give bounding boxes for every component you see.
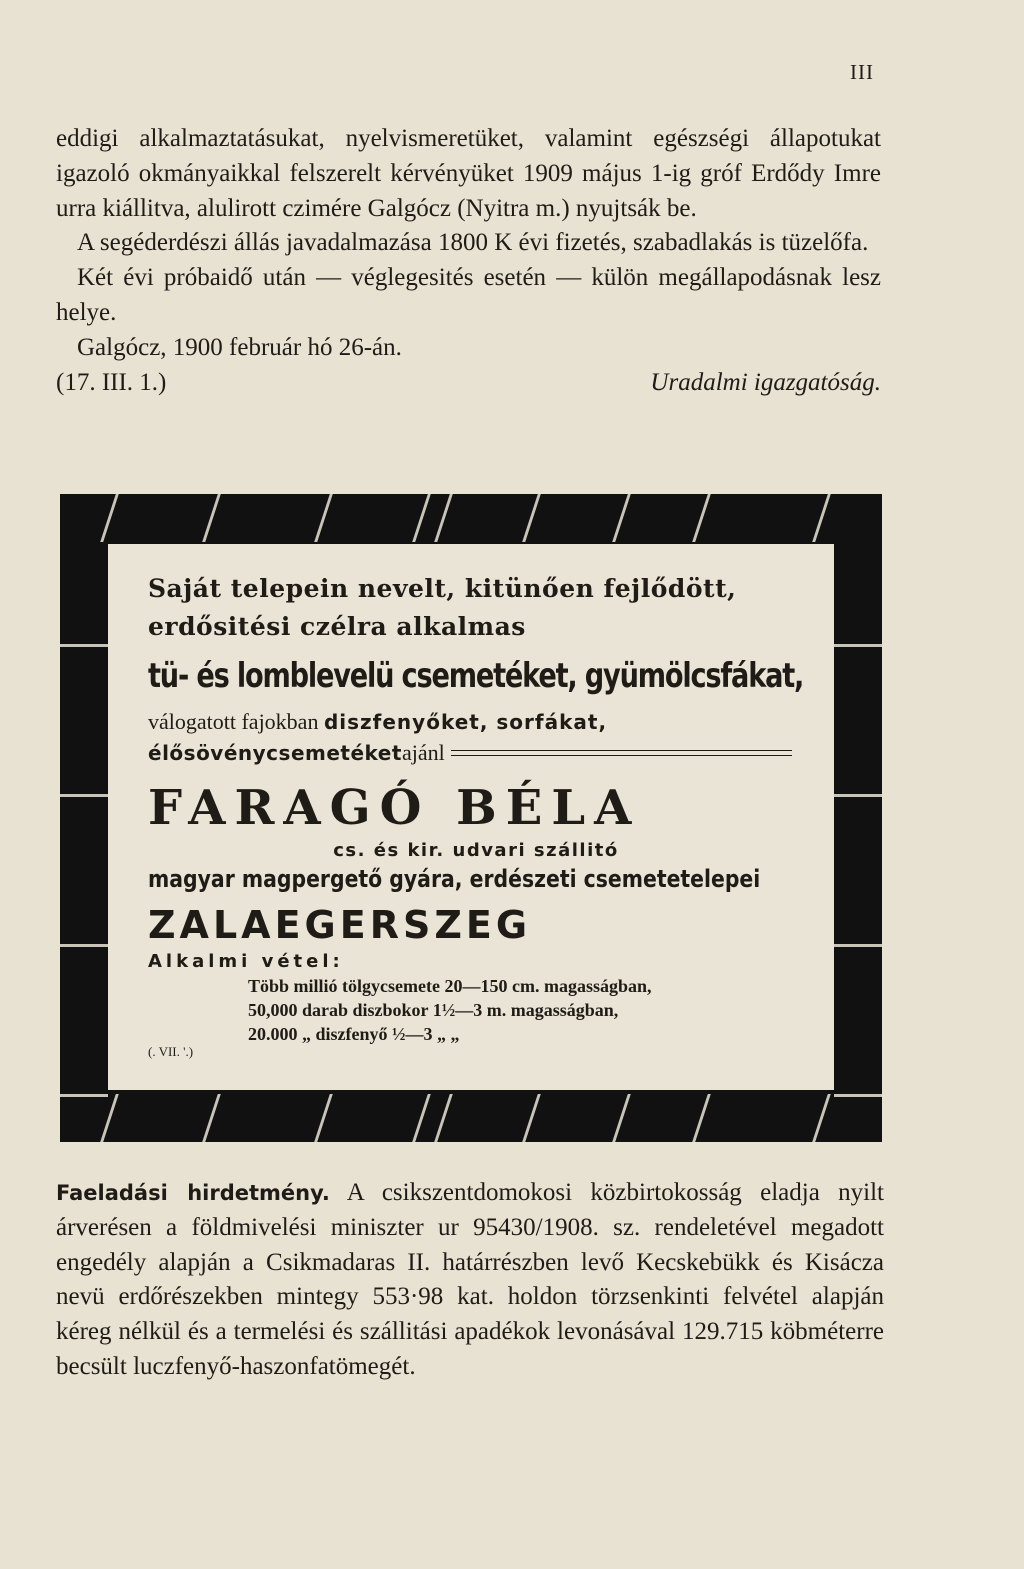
border-stripe — [834, 794, 882, 797]
border-stripe — [434, 1094, 453, 1142]
ad-line — [148, 738, 804, 768]
ad-owner-name: FARAGÓ BÉLA — [148, 780, 641, 836]
ad-offer-list — [248, 974, 804, 1046]
border-stripe — [412, 1094, 431, 1142]
paragraph — [56, 1176, 884, 1385]
ad-text: válogatott fajokban — [148, 709, 324, 734]
border-stripe — [522, 1094, 541, 1142]
border-stripe — [60, 644, 108, 647]
list-item: 50,000 darab diszbokor 1½—3 m. magasságban, — [248, 1000, 619, 1020]
ad-owner-title: cs. és kir. udvari szállitó — [333, 840, 619, 861]
border-stripe — [834, 644, 882, 647]
border-stripe — [812, 1094, 831, 1142]
paragraph: A segéderdészi állás javadalmazása 1800 K évi fizetés, szabadlakás is tüzelőfa. — [77, 229, 869, 257]
ad-text-bold: élősövénycsemetéket — [148, 741, 402, 765]
ad-text: ajánl — [401, 740, 445, 765]
ad-code: (. VII. '.) — [148, 1044, 194, 1059]
border-stripe — [60, 944, 108, 947]
double-rule — [451, 750, 792, 756]
border-stripe — [834, 944, 882, 947]
advertisement — [60, 494, 882, 1142]
sale-notice — [56, 1176, 884, 1385]
place-date: Galgócz, 1900 február hó 26-án. — [77, 333, 402, 361]
ad-offer-heading: Alkalmi vétel: — [148, 951, 344, 972]
border-stripe — [202, 494, 221, 542]
notice-code: (17. III. 1.) — [56, 368, 167, 396]
paragraph: Két évi próbaidő után — véglegesités esetén — külön megállapodásnak lesz helye. — [56, 264, 881, 326]
border-stripe — [60, 1094, 108, 1097]
signature: Uradalmi igazgatóság. — [650, 368, 881, 396]
border-stripe — [100, 494, 119, 542]
notice-body: A csikszentdomokosi közbirtokosság eladja nyilt árverésen a földmivelési miniszter ur 95430/1908. sz. rendeletével megadott engedély alapján a Csikmadaras II. határrészben levő Kecskebükk és Kisácza nevü erdőrészekben mintegy 553·98 kat. holdon törzsenkinti felvétel alapján kéreg nélkül és a termelési és szállitási apadékok levonásával 129.715 köbméterre becsült luczfenyő-haszonfatömegét. — [56, 1179, 884, 1380]
paragraph: eddigi alkalmaztatásukat, nyelvismeretüket, valamint egészségi állapotukat igazoló okmányaikkal felszerelt kérvényüket 1909 május 1-ig gróf Erdődy Imre urra kiállitva, alulirott czimére Galgócz (Nyitra m.) nyujtsák be. — [56, 125, 881, 222]
signature-row — [56, 366, 881, 401]
ad-line — [148, 706, 804, 738]
border-stripe — [834, 1094, 882, 1097]
advertisement-body — [108, 544, 834, 1090]
border-stripe — [612, 494, 631, 542]
border-stripe — [434, 494, 453, 542]
border-stripe — [812, 494, 831, 542]
ad-intro: Saját telepein nevelt, kitünően fejlődött, erdősitési czélra alkalmas — [148, 574, 737, 641]
border-stripe — [314, 1094, 333, 1142]
border-stripe — [100, 1094, 119, 1142]
notice-text — [56, 122, 881, 400]
border-stripe — [412, 494, 431, 542]
border-stripe — [314, 494, 333, 542]
border-stripe — [612, 1094, 631, 1142]
notice-heading: Faeladási hirdetmény. — [56, 1181, 330, 1205]
list-item: Több millió tölgycsemete 20—150 cm. magasságban, — [248, 976, 652, 996]
border-stripe — [60, 794, 108, 797]
ad-company: magyar magpergető gyára, erdészeti csemetetelepei — [148, 865, 761, 893]
list-item: 20.000 „ diszfenyő ½—3 „ „ — [248, 1024, 460, 1044]
border-stripe — [202, 1094, 221, 1142]
border-stripe — [692, 1094, 711, 1142]
ad-city: ZALAEGERSZEG — [148, 903, 532, 947]
border-stripe — [522, 494, 541, 542]
border-stripe — [692, 494, 711, 542]
ad-text-bold: diszfenyőket, sorfákat, — [323, 710, 608, 734]
page-number: III — [850, 60, 874, 84]
ad-headline: tü- és lomblevelü csemetéket, gyümölcsfákat, — [148, 656, 804, 696]
